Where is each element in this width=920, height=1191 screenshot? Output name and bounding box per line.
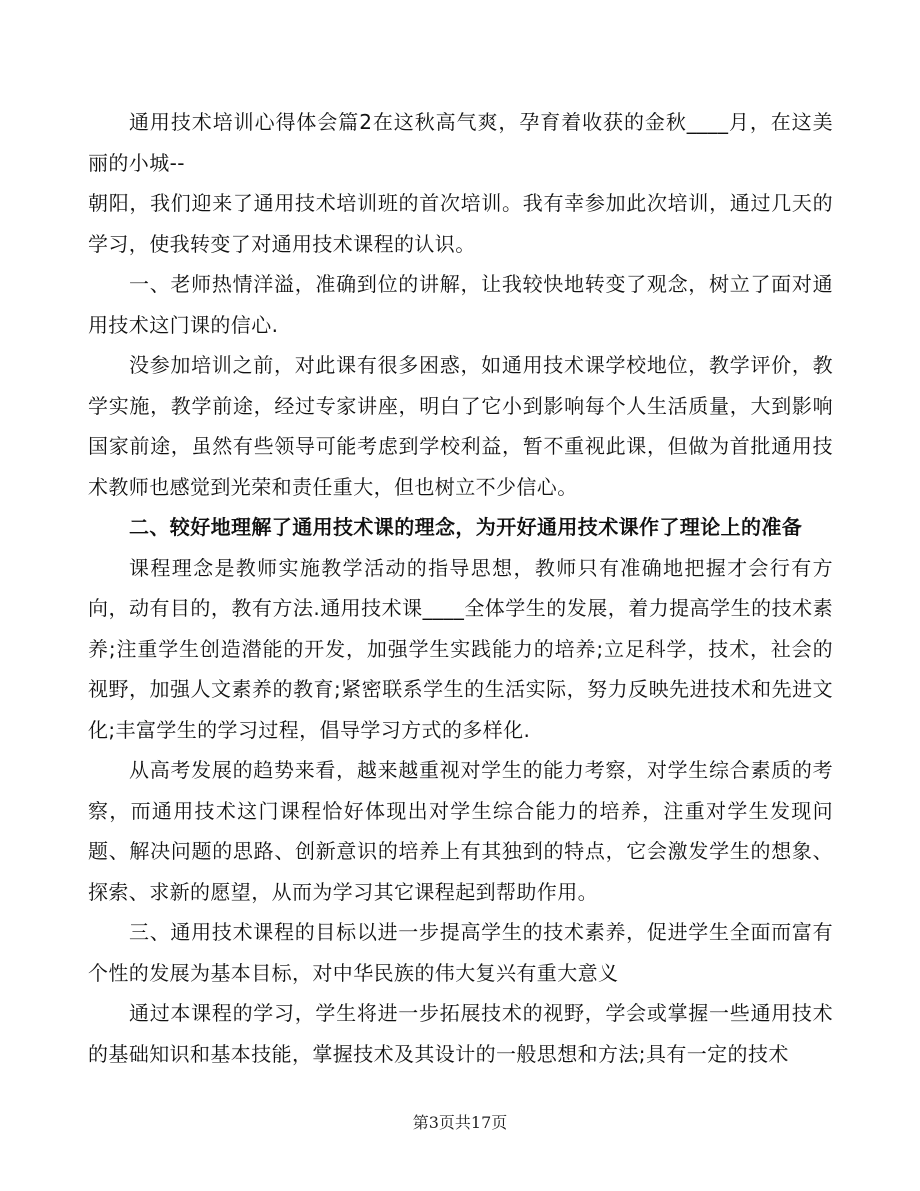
paragraph-point-one-detail: 没参加培训之前，对此课有很多困惑，如通用技术课学校地位，教学评价，教学实施，教学前途，经过专家讲座，明白了它小到影响每个人生活质量，大到影响国家前途，虽然有些领导可能考虑到学校利益，暂不重视此课，但做为首批通用技术教师也感觉到光荣和责任重大，但也树立不少信心。 (88, 353, 833, 499)
page-number: 第3页共17页 (412, 1113, 508, 1132)
paragraph-intro: 通用技术培训心得体会篇2在这秋高气爽，孕育着收获的金秋____月，在这美丽的小城-- (88, 110, 833, 175)
heading-point-two: 二、较好地理解了通用技术课的理念，为开好通用技术课作了理论上的准备 (129, 515, 803, 539)
paragraph-intro-continued: 朝阳，我们迎来了通用技术培训班的首次培训。我有幸参加此次培训，通过几天的学习，使我转变了对通用技术课程的认识。 (88, 191, 833, 256)
paragraph-point-three-detail: 通过本课程的学习，学生将进一步拓展技术的视野，学会或掌握一些通用技术的基础知识和基本技能，掌握技术及其设计的一般思想和方法;具有一定的技术 (88, 1001, 833, 1066)
document-body (88, 102, 833, 1074)
paragraph-point-one: 一、老师热情洋溢，准确到位的讲解，让我较快地转变了观念，树立了面对通用技术这门课的信心. (88, 272, 833, 337)
paragraph-point-two-detail: 课程理念是教师实施教学活动的指导思想，教师只有准确地把握才会行有方向，动有目的，教有方法.通用技术课____全体学生的发展，着力提高学生的技术素养;注重学生创造潜能的开发，加强学生实践能力的培养;立足科学，技术，社会的视野，加强人文素养的教育;紧密联系学生的生活实际，努力反映先进技术和先进文化;丰富学生的学习过程，倡导学习方式的多样化. (88, 555, 833, 742)
paragraph-point-three: 三、通用技术课程的目标以进一步提高学生的技术素养，促进学生全面而富有个性的发展为基本目标，对中华民族的伟大复兴有重大意义 (88, 920, 833, 985)
paragraph-exam-trend: 从高考发展的趋势来看，越来越重视对学生的能力考察，对学生综合素质的考察，而通用技术这门课程恰好体现出对学生综合能力的培养，注重对学生发现问题、解决问题的思路、创新意识的培养上有其独到的特点，它会激发学生的想象、探索、求新的愿望，从而为学习其它课程起到帮助作用。 (88, 758, 833, 904)
